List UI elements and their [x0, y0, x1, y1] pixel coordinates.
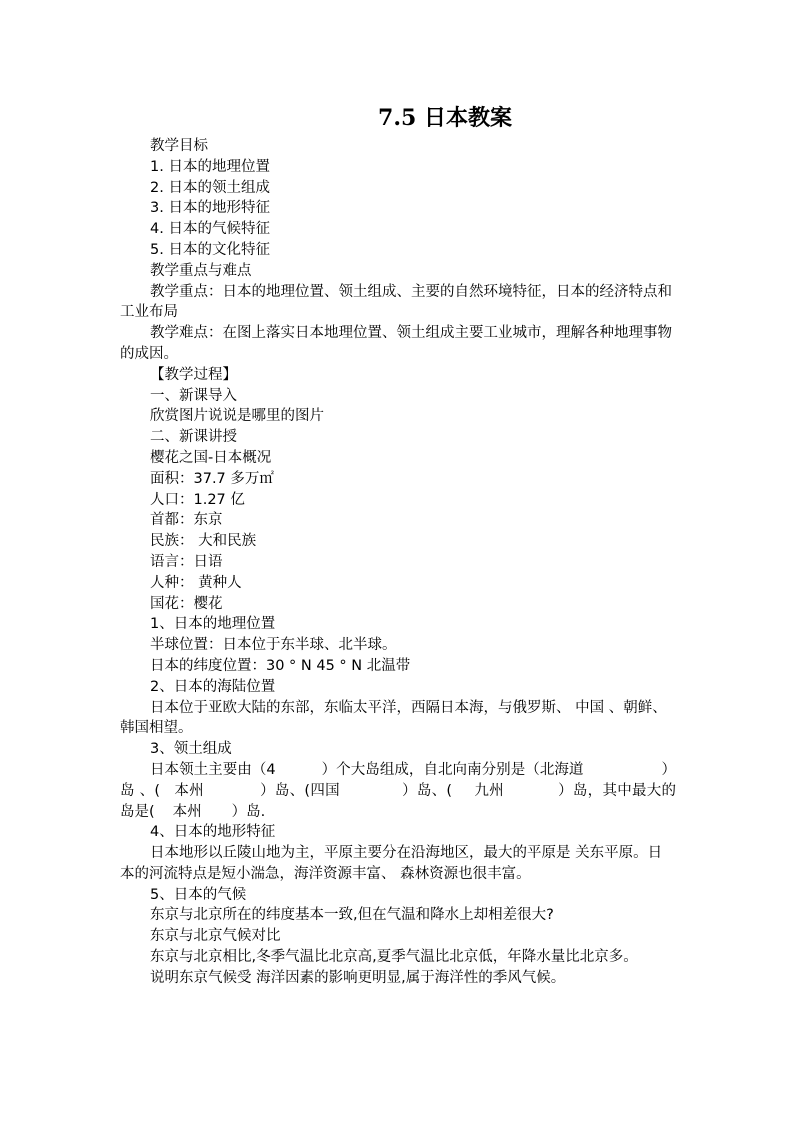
- goals-heading: 教学目标: [150, 138, 208, 154]
- section1-hemisphere: 半球位置：日本位于东半球、北半球。: [150, 637, 397, 654]
- s3-part: 日本领土主要由（4: [150, 761, 276, 778]
- page-title: 7.5 日本教案: [378, 105, 512, 131]
- section1-latitude: 日本的纬度位置：30 ° N 45 ° N 北温带: [150, 657, 411, 674]
- key-difficulty: 教学难点：在图上落实日本地理位置、领土组成主要工业城市，理解各种地理事物的成因。: [120, 325, 672, 362]
- fact-race: 人种： 黄种人: [150, 574, 242, 591]
- fact-population: 人口：1.27 亿: [150, 491, 245, 508]
- section5-question: 东京与北京所在的纬度基本一致,但在气温和降水上却相差很大?: [150, 907, 554, 924]
- s3-answer-largest: 本州: [172, 803, 202, 820]
- section2-text: 日本位于亚欧大陆的东部，东临太平洋，西隔日本海，与俄罗斯、 中国 、朝鲜、韩国相望。: [120, 699, 667, 737]
- process-heading: 【教学过程】: [150, 366, 237, 383]
- section1-heading: 1、日本的地理位置: [150, 616, 276, 633]
- fact-area: 面积：37.7 多万㎡: [150, 470, 274, 487]
- fact-language: 语言：日语: [150, 553, 223, 570]
- intro-text: 欣赏图片说说是哪里的图片: [150, 408, 324, 425]
- goal-item: 3. 日本的地形特征: [150, 200, 270, 217]
- s3-part: ）岛、(: [259, 782, 311, 799]
- s3-part: ）岛 、(: [120, 761, 676, 799]
- s3-answer-shikoku: 四国: [310, 782, 340, 799]
- s3-answer-honshu: 本州: [174, 782, 204, 799]
- overview-heading: 樱花之国-日本概况: [150, 449, 272, 466]
- section4-heading: 4、日本的地形特征: [150, 824, 276, 841]
- section5-explain: 说明东京气候受 海洋因素的影响更明显,属于海洋性的季风气候。: [150, 969, 566, 986]
- s3-part: ）岛、(: [401, 782, 453, 799]
- document-body: [120, 136, 676, 989]
- goal-item: 4. 日本的气候特征: [150, 221, 270, 238]
- teach-heading: 二、新课讲授: [150, 429, 237, 446]
- section3-text: [120, 760, 676, 822]
- key-heading: 教学重点与难点: [150, 262, 252, 279]
- s3-part: ）个大岛组成，自北向南分别是（北海道: [321, 761, 584, 778]
- goal-item: 1. 日本的地理位置: [150, 158, 270, 175]
- fact-ethnicity: 民族： 大和民族: [150, 533, 257, 550]
- section3-heading: 3、领土组成: [150, 741, 232, 758]
- section5-text: 东京与北京相比,冬季气温比北京高,夏季气温比北京低，年降水量比北京多。: [150, 949, 638, 966]
- section4-text: 日本地形以丘陵山地为主，平原主要分在沿海地区，最大的平原是 关东平原。日本的河流特点是短小湍急，海洋资源丰富、 森林资源也很丰富。: [120, 845, 663, 882]
- s3-part: ）岛，其中最大的岛是(: [120, 782, 676, 820]
- fact-capital: 首都：东京: [150, 512, 223, 529]
- section5-compare: 东京与北京气候对比: [150, 928, 281, 945]
- key-focus: 教学重点：日本的地理位置、领土组成、主要的自然环境特征，日本的经济特点和工业布局: [120, 283, 672, 321]
- goal-item: 2. 日本的领土组成: [150, 179, 270, 196]
- intro-heading: 一、新课导入: [150, 387, 237, 404]
- section2-heading: 2、日本的海陆位置: [150, 678, 276, 695]
- fact-flower: 国花：樱花: [150, 595, 223, 612]
- section5-heading: 5、日本的气候: [150, 886, 247, 903]
- s3-answer-kyushu: 九州: [474, 782, 504, 799]
- goal-item: 5. 日本的文化特征: [150, 241, 270, 258]
- s3-part: ）岛.: [231, 803, 266, 820]
